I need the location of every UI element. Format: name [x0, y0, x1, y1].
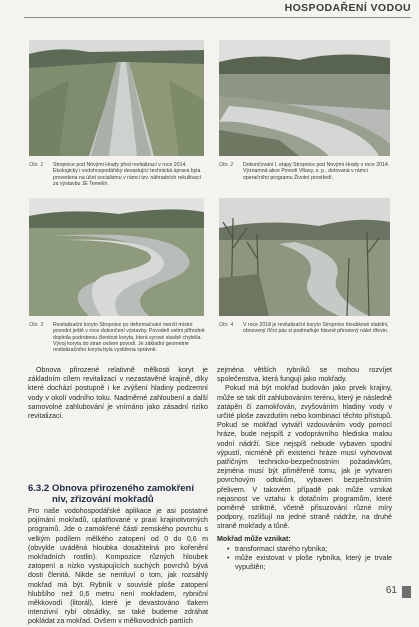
figure-number: Obr. 4: [219, 322, 234, 328]
right-paragraph-1: zejména větších rybníků se mohou rozvíjet společenstva, která fungují jako mokřady.: [217, 366, 392, 384]
caption-text: V roce 2018 je revitalizační koryto Stropnice hloubkově stabilní, obnovený říční pás si podmaňuje hlavně přirozený nálet dřevin.: [243, 322, 389, 335]
list-item: • může existovat v ploše rybníka, který je trvale vypuštěn;: [227, 554, 392, 572]
list-item: • transformací starého rybníka;: [227, 545, 392, 554]
photo-straightened-stream: [29, 40, 204, 156]
caption-text: Dokončování I. etapy Stropnice pod Novými Hrady v roce 2014. Významná akce Povodí Vltavy, s. p., dotovaná v rámci operačního programu Životní prostředí.: [243, 162, 390, 181]
photo-revitalization-works: [219, 40, 390, 156]
right-column: [217, 366, 392, 578]
photo-meandering-channel: [29, 198, 204, 316]
caption-text: Stropnice pod Novými Hrady před revitalizací v roce 2014. Ekologicky i vodohospodářsky devastující technická úprava byla provedena na účet socialismu v rámci tzv. náhradních rekultivací za výstavbu JE Temelín.: [53, 162, 202, 187]
section-paragraph: Pro naše vodohospodářské aplikace je asi postatné pojímání mokřadů, uplatňované v praxi krajinotvorných programů. Jde o zamokřené části zemského povrchu s velkým podílem mělkého zatopení od 0 do 0,6 m (obvykle uváděná hloubka dosažitelná pro kořenění mokřadních rostlin). Kompozice různých hloubek zatopení a nízko vystupujících suchých povrchů bývá dosti členitá. Nikde se nemluví o tom, jak rozsáhlý mokřad má být. Rybník v souvislé ploše zatopení hlubšího než 0,6 metru není mokřadem, rybniční měkkovodí (litorál), které je devastováno tlakem intenzivní rybí obsádky, se také budeme zdráhat pokládat za mokřad. Ovšem v mělkovodních partiích: [28, 507, 208, 626]
figure-number: Obr. 1: [29, 162, 44, 168]
caption-figure-1: [29, 162, 207, 192]
section-number: 6.3.2: [28, 483, 50, 494]
figure-number: Obr. 2: [219, 162, 234, 168]
left-column-section-text: [28, 507, 208, 626]
section-title: Obnova přirozeného zamokření niv, zřizování mokřadů: [52, 483, 194, 505]
figure-number: Obr. 3: [29, 322, 44, 328]
intro-paragraph: Obnova přirozené relativně mělkosti koryt je základním cílem revitalizací v nezastavěné krajině, díky které dochází postupně i ke zvýšení hladiny podzemní vody v okolí vodního toku. Nadměrné zahloubení a další samovolné zahlubování je vnímáno jako zásadní riziko revitalizací.: [28, 366, 208, 421]
page-number: 61: [385, 585, 397, 596]
running-header: [0, 0, 419, 20]
right-paragraph-2: Pokud má být mokřad budován jako prvek krajiny, může se tak dít zahlubováním terénu, který je následně zatápěn či zamokřován, zvyšováním hladiny vody v určité ploše zavzdutím nebo kombinací těchto přístupů. Pokud se mokřad vytváří vzdouváním vody pomocí hráze, bude nejspíš z vodoprávního hlediska malou vodní nádrží. Sice nejspíš nebude vybaven spodní výpustí, nicméně při existenci hráze musí vyhovovat patřičným technicko-bezpečnostním požadavkům, zejména musí být přiměřeně tomu, jak je vytvaren povrchovým odtokům, vybaven bezpečnostním přelivem. V takovém případě pak může vznikat nejasnost ve vztahu k dotačním programům, které poměrně striktně, včetně přisuzování různé míry podpory, rozlišují na jedné straně nádrže, na druhé straně mokřady a tůně.: [217, 384, 392, 531]
header-rule: [24, 17, 411, 18]
page-edge-marker: [402, 586, 411, 598]
photo-stabilized-channel: [219, 198, 390, 316]
caption-figure-4: [219, 322, 391, 346]
caption-text: Revitalizační koryto Stropnice po deformačvání menší místní povodní ještě v roce dokončení výstavby. Povodeň velmi přihodně doplnila podrobnou členitost koryta, která syrové stavbě chyběla. Vývoj koryta do stran ovšem povodí. Je základní geometrie revitalizačního koryta byla vystižena správně.: [53, 322, 205, 354]
left-column-intro: [28, 366, 208, 478]
list-heading: Mokřad může vznikat:: [217, 534, 291, 543]
header-title: HOSPODAŘENÍ VODOU: [284, 2, 411, 14]
caption-figure-3: [29, 322, 207, 358]
caption-figure-2: [219, 162, 391, 186]
bullet-list: [217, 545, 392, 573]
